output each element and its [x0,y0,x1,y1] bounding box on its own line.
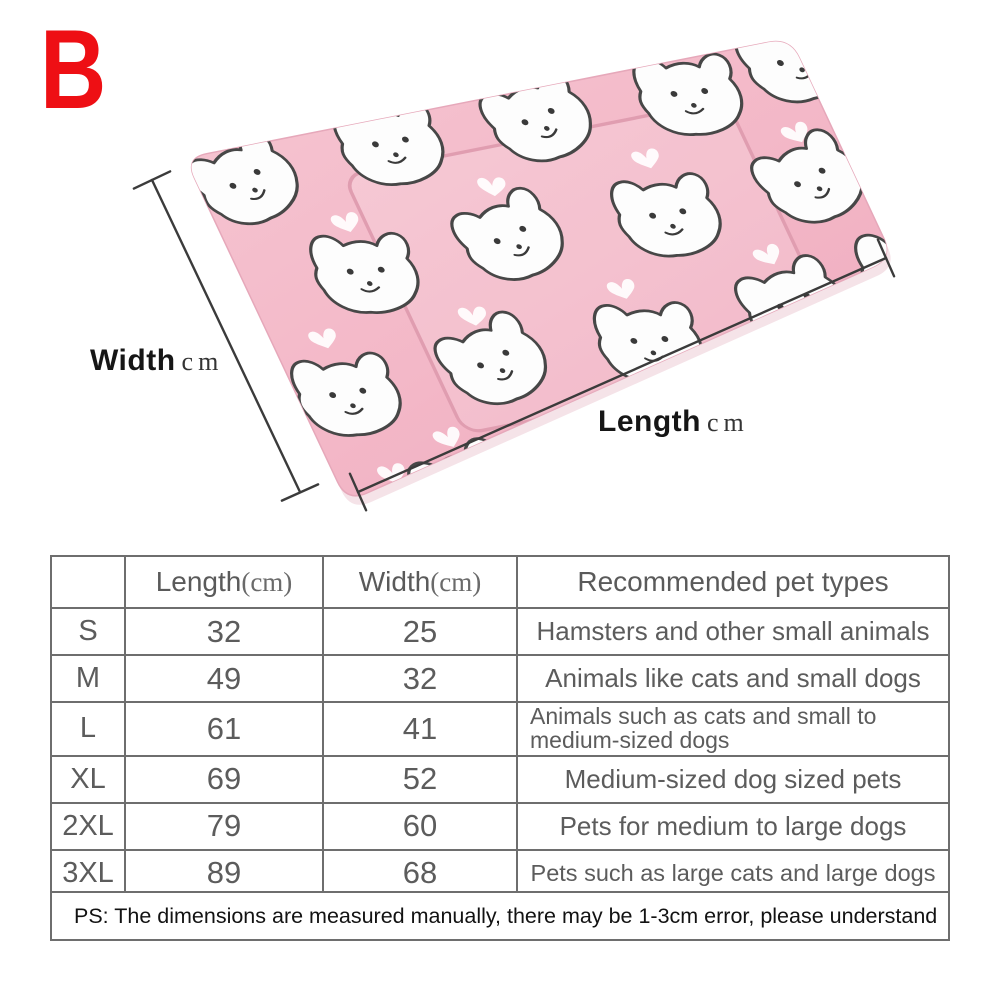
width-cell: 25 [323,608,517,655]
size-cell: M [51,655,125,702]
pets-cell: Medium-sized dog sized pets [517,756,949,803]
length-cell: 79 [125,803,323,850]
length-unit-text: cm [706,408,749,437]
pets-cell: Animals like cats and small dogs [517,655,949,702]
header-length: Length(cm) [125,556,323,608]
length-cell: 32 [125,608,323,655]
width-dimension-label [90,344,223,378]
pets-cell: Pets for medium to large dogs [517,803,949,850]
header-pets: Recommended pet types [517,556,949,608]
pets-cell: Hamsters and other small animals [517,608,949,655]
size-cell: L [51,702,125,756]
size-cell: XL [51,756,125,803]
table-row [51,702,949,756]
width-cell: 68 [323,850,517,897]
length-cell: 61 [125,702,323,756]
length-cell: 69 [125,756,323,803]
header-size [51,556,125,608]
size-cell: S [51,608,125,655]
table-header-row [51,556,949,608]
size-cell: 3XL [51,850,125,897]
length-label-text: Length [598,405,701,438]
pets-cell: Pets such as large cats and large dogs [517,850,949,897]
length-cell: 49 [125,655,323,702]
table-row [51,655,949,702]
length-dimension-label [598,405,749,439]
size-chart-table [50,555,950,898]
measurement-note-text: PS: The dimensions are measured manually, there may be 1-3cm error, please understand [74,903,938,928]
table-row [51,756,949,803]
table-row [51,803,949,850]
measurement-note [50,891,950,941]
width-cell: 52 [323,756,517,803]
width-cell: 32 [323,655,517,702]
length-cell: 89 [125,850,323,897]
header-width: Width(cm) [323,556,517,608]
width-cell: 41 [323,702,517,756]
variant-letter: B [40,7,107,132]
width-cell: 60 [323,803,517,850]
table-row [51,850,949,897]
width-label-text: Width [90,344,176,377]
pets-cell: Animals such as cats and small to medium-sized dogs [517,702,949,756]
table-row [51,608,949,655]
size-cell: 2XL [51,803,125,850]
width-unit-text: cm [181,347,224,376]
